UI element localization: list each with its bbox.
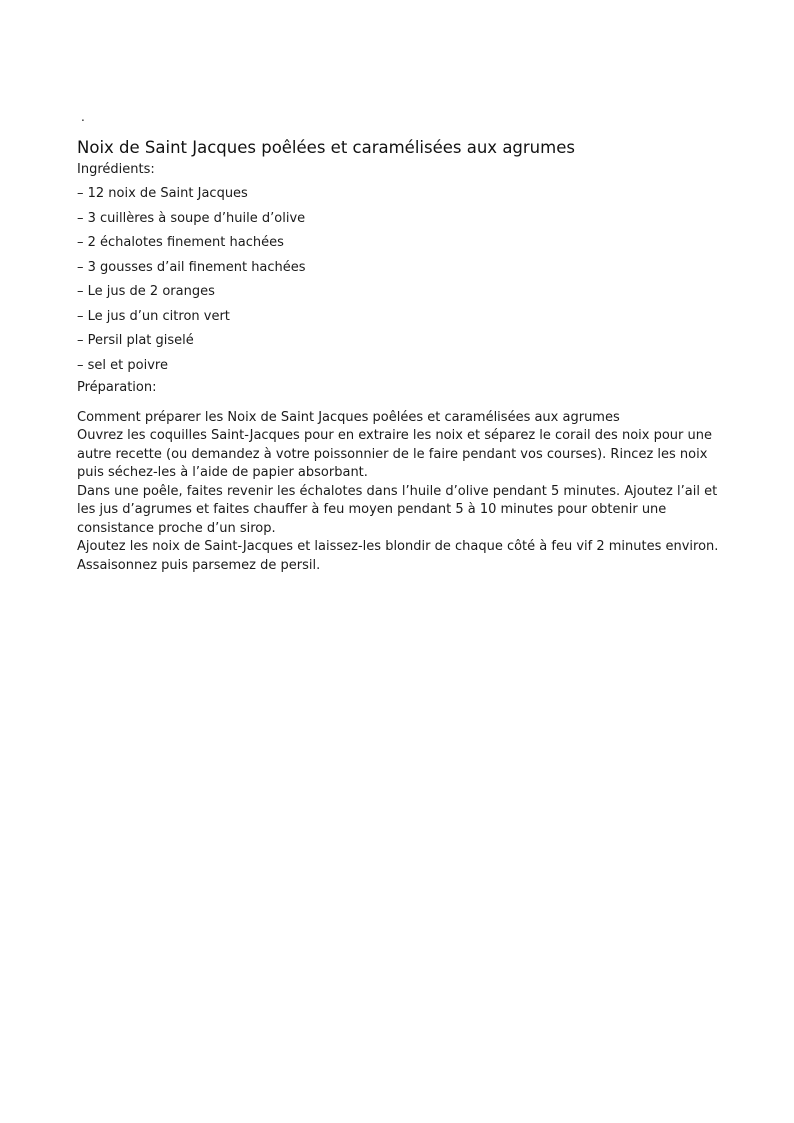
ingredient-item: – 12 noix de Saint Jacques — [77, 186, 248, 201]
ingredient-item: – Persil plat giselé — [77, 333, 194, 348]
ingredient-item: – 3 cuillères à soupe d’huile d’olive — [77, 210, 306, 226]
ingredient-item: – 3 gousses d’ail finement hachées — [77, 259, 306, 275]
ingredient-item: – Le jus d’un citron vert — [77, 308, 230, 324]
ingredient-item: – Le jus de 2 oranges — [77, 284, 215, 299]
preparation-intro: Comment préparer les Noix de Saint Jacques poêlées et caramélisées aux agrumes — [77, 409, 620, 425]
ingredient-item: – 2 échalotes finement hachées — [77, 235, 284, 250]
preparation-step: Dans une poêle, faites revenir les échalotes dans l’huile d’olive pendant 5 minutes. Ajoutez l’ail et les jus d’agrumes et faites chauffer à feu moyen pendant 5 à 10 minutes pour obtenir une consistance proche d’un sirop. — [77, 483, 718, 536]
document-page — [77, 110, 727, 575]
preparation-step: Ouvrez les coquilles Saint-Jacques pour en extraire les noix et séparez le corail des noix pour une autre recette (ou demandez à votre poissonnier de le faire pendant vos courses). Rincez les noix puis séchez-les à l’aide de papier absorbant. — [77, 428, 712, 480]
paragraph-marker: . — [81, 110, 85, 124]
preparation-label: Préparation: — [77, 379, 157, 395]
ingredients-list — [77, 185, 727, 374]
recipe-title: Noix de Saint Jacques poêlées et caramélisées aux agrumes — [77, 138, 575, 157]
ingredient-item: – sel et poivre — [77, 357, 168, 373]
preparation-step: Ajoutez les noix de Saint-Jacques et laissez-les blondir de chaque côté à feu vif 2 minutes environ. Assaisonnez puis parsemez de persil. — [77, 539, 719, 573]
ingredients-label: Ingrédients: — [77, 162, 155, 177]
